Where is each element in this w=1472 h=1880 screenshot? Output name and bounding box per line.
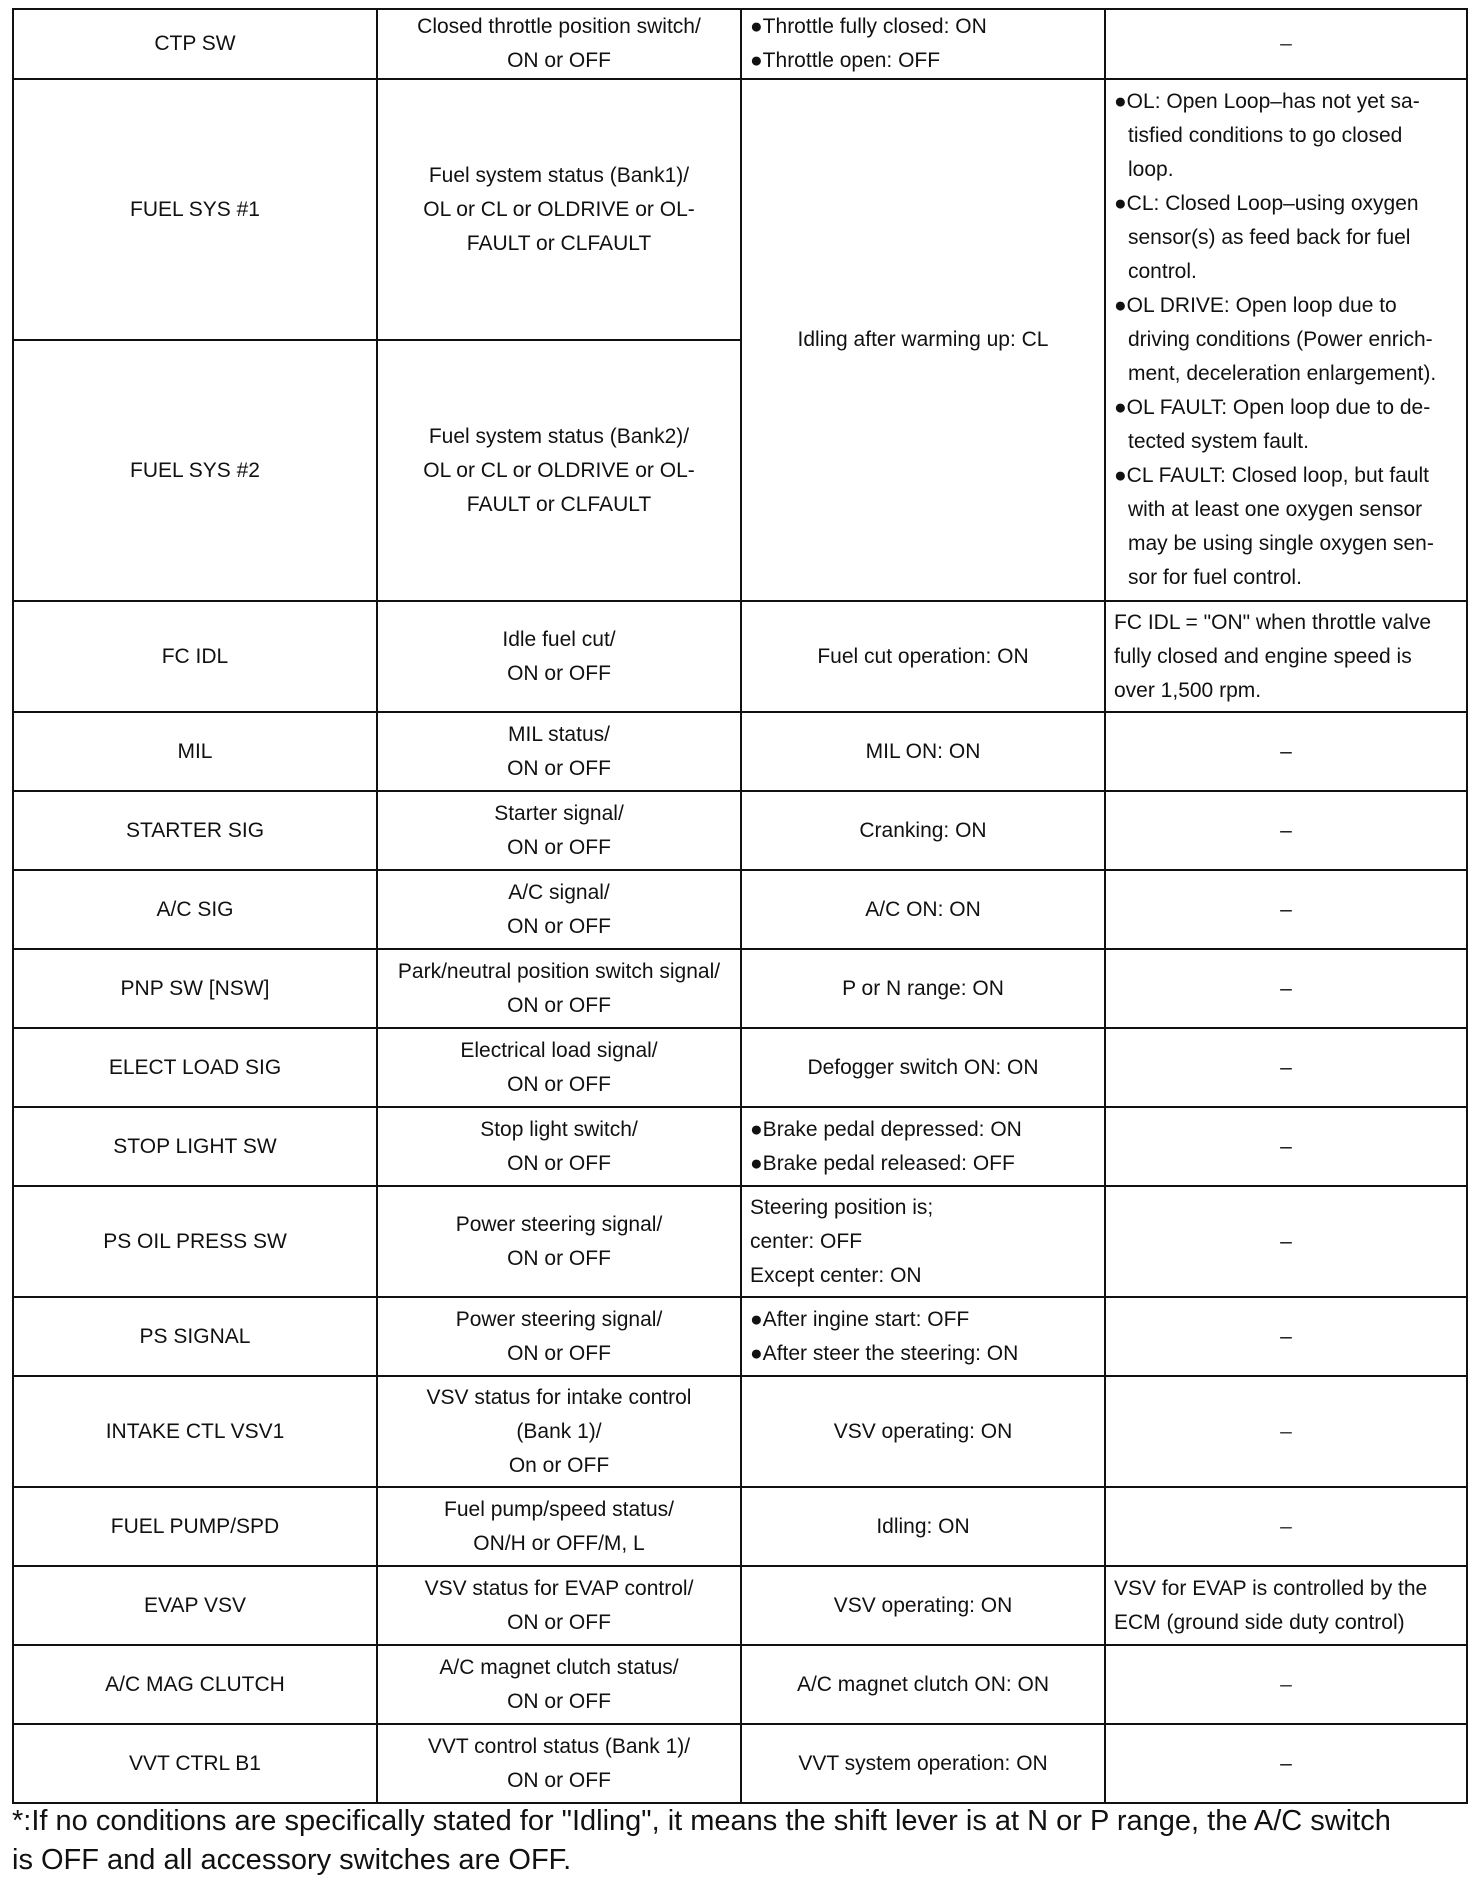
diagnostic-cell: –: [1105, 1487, 1467, 1566]
table-row: [13, 1566, 1467, 1645]
diagnostic-cell: –: [1105, 1107, 1467, 1186]
table-row: [13, 1724, 1467, 1803]
condition-cell: A/C ON: ON: [741, 870, 1105, 949]
diagnostic-cell: –: [1105, 1724, 1467, 1803]
measurement-cell: Fuel system status (Bank1)/ OL or CL or OLDRIVE or OL- FAULT or CLFAULT: [377, 79, 741, 340]
condition-cell: VVT system operation: ON: [741, 1724, 1105, 1803]
measurement-cell: Electrical load signal/ ON or OFF: [377, 1028, 741, 1107]
item-cell: A/C MAG CLUTCH: [13, 1645, 377, 1724]
table-row: [13, 870, 1467, 949]
measurement-cell: Stop light switch/ ON or OFF: [377, 1107, 741, 1186]
measurement-cell: Park/neutral position switch signal/ ON or OFF: [377, 949, 741, 1028]
diagnostic-cell: VSV for EVAP is controlled by the ECM (ground side duty control): [1105, 1566, 1467, 1645]
condition-cell: ●After ingine start: OFF ●After steer the steering: ON: [741, 1297, 1105, 1376]
table-row: [13, 949, 1467, 1028]
condition-cell: ●Throttle fully closed: ON ●Throttle open: OFF: [741, 9, 1105, 79]
diagnostic-cell: –: [1105, 1028, 1467, 1107]
condition-cell: VSV operating: ON: [741, 1376, 1105, 1487]
table-row: [13, 1297, 1467, 1376]
condition-cell: ●Brake pedal depressed: ON ●Brake pedal released: OFF: [741, 1107, 1105, 1186]
item-cell: PS SIGNAL: [13, 1297, 377, 1376]
condition-cell: VSV operating: ON: [741, 1566, 1105, 1645]
measurement-cell: A/C magnet clutch status/ ON or OFF: [377, 1645, 741, 1724]
item-cell: FUEL SYS #1: [13, 79, 377, 340]
table-row: [13, 1107, 1467, 1186]
table-row: [13, 791, 1467, 870]
item-cell: VVT CTRL B1: [13, 1724, 377, 1803]
item-cell: STOP LIGHT SW: [13, 1107, 377, 1186]
table-row: [13, 1487, 1467, 1566]
data-list-table: [12, 8, 1468, 1804]
condition-cell: Idling after warming up: CL: [741, 79, 1105, 601]
condition-cell: Idling: ON: [741, 1487, 1105, 1566]
condition-cell: A/C magnet clutch ON: ON: [741, 1645, 1105, 1724]
condition-cell: Defogger switch ON: ON: [741, 1028, 1105, 1107]
diagnostic-cell: –: [1105, 9, 1467, 79]
diagnostic-cell: –: [1105, 949, 1467, 1028]
diagnostic-cell: –: [1105, 791, 1467, 870]
condition-cell: Steering position is; center: OFF Except center: ON: [741, 1186, 1105, 1297]
diagnostic-cell: –: [1105, 712, 1467, 791]
item-cell: ELECT LOAD SIG: [13, 1028, 377, 1107]
item-cell: FUEL PUMP/SPD: [13, 1487, 377, 1566]
measurement-cell: A/C signal/ ON or OFF: [377, 870, 741, 949]
measurement-cell: Fuel system status (Bank2)/ OL or CL or OLDRIVE or OL- FAULT or CLFAULT: [377, 340, 741, 601]
item-cell: FC IDL: [13, 601, 377, 712]
diagnostic-cell: –: [1105, 870, 1467, 949]
table-row: [13, 1376, 1467, 1487]
measurement-cell: Idle fuel cut/ ON or OFF: [377, 601, 741, 712]
item-cell: CTP SW: [13, 9, 377, 79]
item-cell: PS OIL PRESS SW: [13, 1186, 377, 1297]
condition-cell: Fuel cut operation: ON: [741, 601, 1105, 712]
footnote: *:If no conditions are specifically stated for "Idling", it means the shift lever is at N or P range, the A/C switch is OFF and all accessory switches are OFF.: [12, 1805, 1391, 1876]
table-row: [13, 1645, 1467, 1724]
item-cell: EVAP VSV: [13, 1566, 377, 1645]
condition-cell: MIL ON: ON: [741, 712, 1105, 791]
item-cell: FUEL SYS #2: [13, 340, 377, 601]
table-row: [13, 601, 1467, 712]
table-row: [13, 712, 1467, 791]
measurement-cell: MIL status/ ON or OFF: [377, 712, 741, 791]
diagnostic-cell: –: [1105, 1645, 1467, 1724]
item-cell: INTAKE CTL VSV1: [13, 1376, 377, 1487]
table-row: [13, 9, 1467, 79]
item-cell: PNP SW [NSW]: [13, 949, 377, 1028]
measurement-cell: VVT control status (Bank 1)/ ON or OFF: [377, 1724, 741, 1803]
diagnostic-cell: FC IDL = "ON" when throttle valve fully closed and engine speed is over 1,500 rpm.: [1105, 601, 1467, 712]
table-row: [13, 1186, 1467, 1297]
measurement-cell: Starter signal/ ON or OFF: [377, 791, 741, 870]
table-row: [13, 1028, 1467, 1107]
item-cell: MIL: [13, 712, 377, 791]
table-row: [13, 79, 1467, 340]
condition-cell: Cranking: ON: [741, 791, 1105, 870]
measurement-cell: Closed throttle position switch/ ON or OFF: [377, 9, 741, 79]
item-cell: STARTER SIG: [13, 791, 377, 870]
diagnostic-cell: –: [1105, 1376, 1467, 1487]
item-cell: A/C SIG: [13, 870, 377, 949]
diagnostic-cell: ●OL: Open Loop–has not yet sa- tisfied conditions to go closed loop. ●CL: Closed Loop–using oxygen sensor(s) as feed back for fuel control. ●OL DRIVE: Open loop due to driving conditions (Power enrich- ment, deceleration enlargement). ●OL FAULT: Open loop due to de- tected system fault. ●CL FAULT: Closed loop, but fault with at least one oxygen sensor may be using single oxygen sen- sor for fuel control.: [1105, 79, 1467, 601]
diagnostic-cell: –: [1105, 1297, 1467, 1376]
measurement-cell: Fuel pump/speed status/ ON/H or OFF/M, L: [377, 1487, 741, 1566]
measurement-cell: VSV status for EVAP control/ ON or OFF: [377, 1566, 741, 1645]
measurement-cell: VSV status for intake control (Bank 1)/ On or OFF: [377, 1376, 741, 1487]
measurement-cell: Power steering signal/ ON or OFF: [377, 1186, 741, 1297]
measurement-cell: Power steering signal/ ON or OFF: [377, 1297, 741, 1376]
condition-cell: P or N range: ON: [741, 949, 1105, 1028]
diagnostic-cell: –: [1105, 1186, 1467, 1297]
